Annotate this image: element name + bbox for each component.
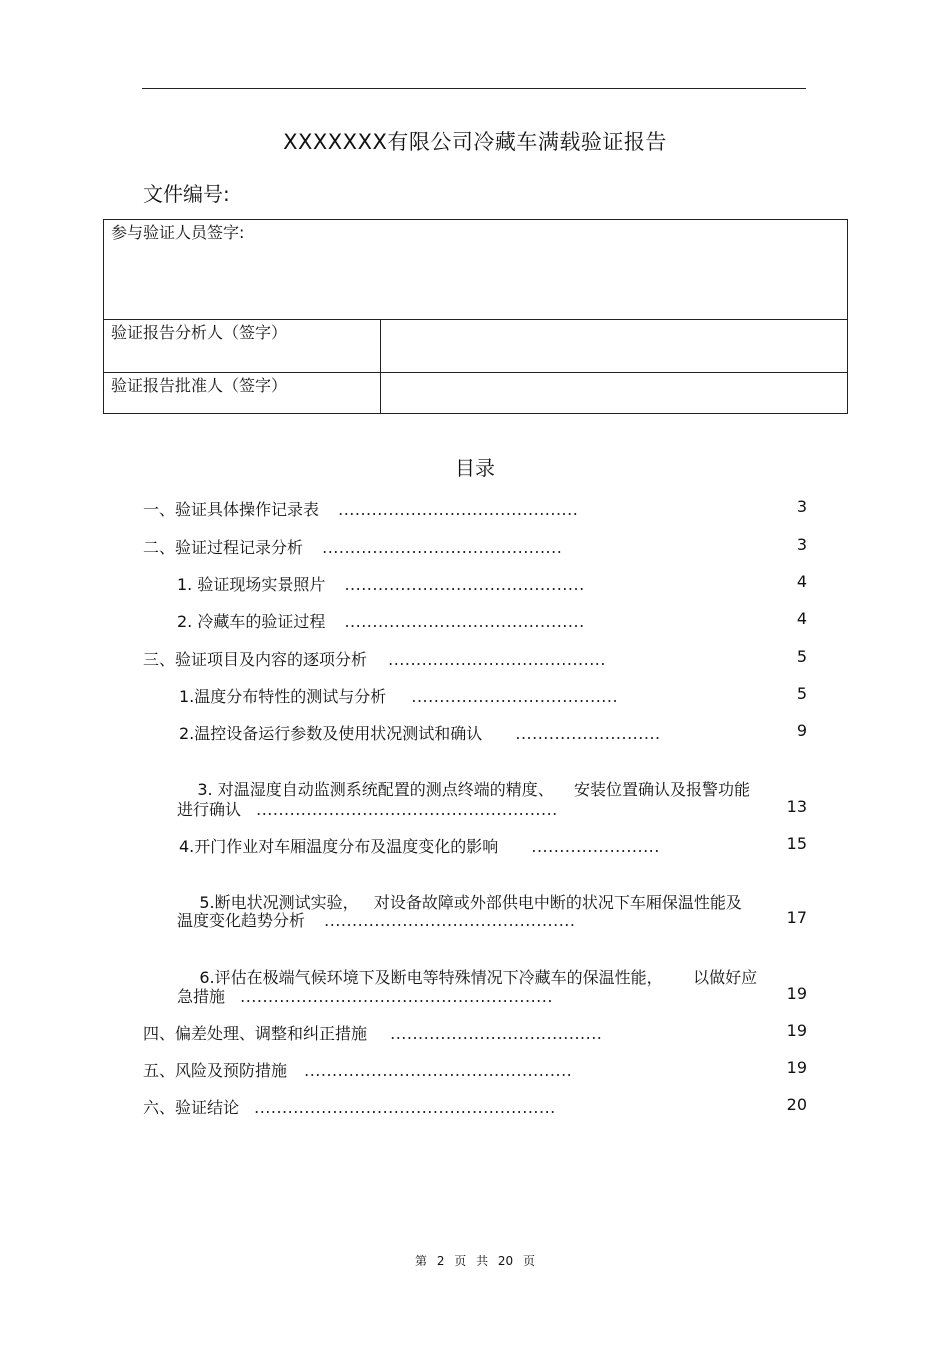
toc-page-number: 4	[796, 609, 807, 628]
toc-leader: ......................................................	[254, 1098, 556, 1117]
toc-leader: ...........................................	[322, 538, 563, 557]
toc-leader: ...........................................	[344, 575, 585, 594]
participants-label: 参与验证人员签字:	[111, 223, 245, 242]
toc-page-number: 20	[786, 1095, 807, 1114]
toc-page-number: 3	[796, 535, 807, 554]
analyst-label: 验证报告分析人（签字）	[104, 320, 381, 373]
toc-leader: ...........................................	[344, 612, 585, 631]
toc-item-text: 1. 验证现场实景照片	[177, 575, 326, 594]
document-title: XXXXXXX有限公司冷藏车满载验证报告	[283, 130, 667, 154]
toc-item[interactable]	[143, 1021, 602, 1044]
toc-page-number: 19	[786, 1058, 807, 1077]
toc-item[interactable]	[143, 535, 562, 558]
toc-page-number: 5	[796, 684, 807, 703]
toc-item[interactable]	[177, 984, 553, 1007]
toc-item[interactable]	[177, 572, 585, 595]
toc-leader: ..........................	[515, 724, 661, 743]
toc-heading: 目录	[455, 456, 495, 480]
toc-item-text: 三、验证项目及内容的逐项分析	[143, 650, 368, 669]
toc-item-text: 6.评估在极端气候环境下及断电等特殊情况下冷藏车的保温性能， 以做好应	[199, 968, 758, 987]
toc-leader: ...........................................	[338, 500, 579, 519]
toc-item-text: 进行确认	[177, 800, 242, 819]
approver-label: 验证报告批准人（签字）	[104, 373, 381, 414]
toc-item-text: 五、风险及预防措施	[143, 1061, 288, 1080]
toc-page-number: 3	[796, 497, 807, 516]
toc-item-text: 四、偏差处理、调整和纠正措施	[143, 1024, 368, 1043]
toc-item-text: 5.断电状况测试实验， 对设备故障或外部供电中断的状况下车厢保温性能及	[199, 893, 742, 912]
toc-item-text: 温度变化趋势分析	[177, 911, 306, 930]
toc-item-text: 二、验证过程记录分析	[143, 538, 304, 557]
toc-leader: ................................................	[304, 1061, 573, 1080]
toc-item-text: 3. 对温湿度自动监测系统配置的测点终端的精度、 安装位置确认及报警功能	[197, 780, 751, 799]
toc-item-text: 急措施	[177, 987, 226, 1006]
toc-page-number: 15	[786, 834, 807, 853]
toc-item-text: 2.温控设备运行参数及使用状况测试和确认	[179, 724, 483, 743]
toc-leader: .......................................	[388, 650, 606, 669]
toc-page-number: 19	[786, 1021, 807, 1040]
toc-page-number: 19	[786, 984, 807, 1003]
toc-leader: .......................	[531, 837, 660, 856]
toc-item[interactable]	[179, 721, 661, 744]
toc-item-text: 1.温度分布特性的测试与分析	[179, 687, 387, 706]
toc-item[interactable]	[177, 908, 575, 931]
toc-item[interactable]	[179, 834, 660, 857]
toc-page-number: 5	[796, 647, 807, 666]
toc-item-text: 六、验证结论	[143, 1098, 240, 1117]
toc-item[interactable]	[177, 797, 558, 820]
toc-item[interactable]	[143, 1095, 556, 1118]
toc-item[interactable]	[143, 1058, 572, 1081]
toc-leader: ........................................................	[240, 987, 553, 1006]
toc-leader: ......................................	[390, 1024, 603, 1043]
toc-item-text: 2. 冷藏车的验证过程	[177, 612, 326, 631]
toc-item[interactable]	[143, 497, 578, 520]
toc-item[interactable]	[177, 609, 585, 632]
toc-page-number: 13	[786, 797, 807, 816]
toc-leader: .....................................	[411, 687, 619, 706]
toc-item-text: 一、验证具体操作记录表	[143, 500, 320, 519]
toc-item[interactable]	[143, 647, 606, 670]
page-footer: 第 2 页 共 20 页	[415, 1254, 535, 1268]
toc-page-number: 9	[796, 721, 807, 740]
toc-page-number: 4	[796, 572, 807, 591]
toc-leader: ......................................................	[256, 800, 558, 819]
document-number-label: 文件编号:	[143, 182, 230, 206]
toc-page-number: 17	[786, 908, 807, 927]
toc-item-text: 4.开门作业对车厢温度分布及温度变化的影响	[179, 837, 499, 856]
toc-item[interactable]	[179, 684, 618, 707]
toc-leader: .............................................	[324, 911, 576, 930]
